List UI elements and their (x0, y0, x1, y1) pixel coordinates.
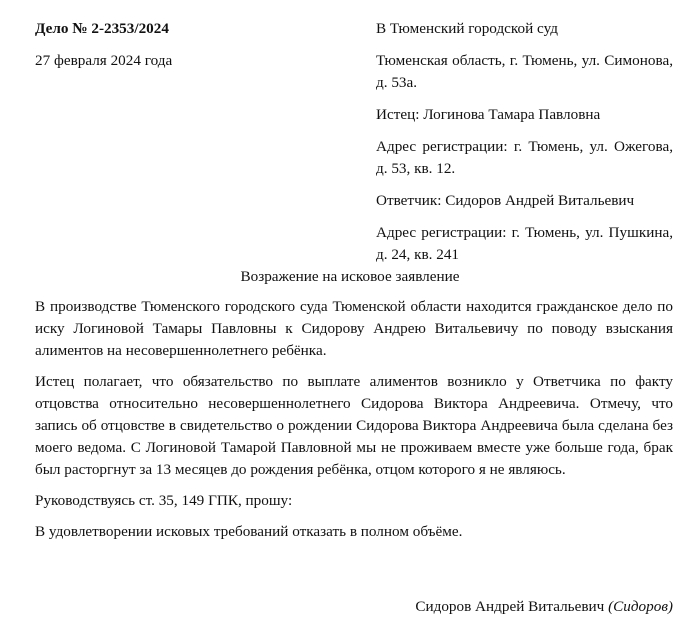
body-paragraph-argument: Истец полагает, что обязательство по выплате алиментов возникло у Ответчика по факту отцовства относительно несовершеннолетнего Сидорова Виктора Андреевича. Отмечу, что запись об отцовстве в свидетельство о рождении Сидорова Виктора Андреевича была сделана без моего ведома. С Логиновой Тамарой Павловной мы не проживаем вместе уже больше года, брак был расторгнут за 13 месяцев до рождения ребёнка, отцом которого я не являюсь. (35, 373, 673, 478)
defendant-name: Ответчик: Сидоров Андрей Витальевич (376, 192, 635, 209)
document-title: Возражение на исковое заявление (240, 268, 460, 285)
signatory-name: Сидоров Андрей Витальевич (415, 598, 605, 615)
signature: (Сидоров) (608, 598, 673, 615)
plaintiff-name: Истец: Логинова Тамара Павловна (376, 106, 601, 123)
addressee-block (376, 18, 673, 276)
case-number: Дело № 2-2353/2024 (35, 20, 169, 37)
defendant-address: Адрес регистрации: г. Тюмень, ул. Пушкина, д. 24, кв. 241 (376, 224, 673, 263)
body-paragraph-request: В удовлетворении исковых требований отказать в полном объёме. (35, 523, 463, 540)
document-date: 27 февраля 2024 года (35, 52, 173, 69)
signature-block (415, 596, 673, 618)
court-address: Тюменская область, г. Тюмень, ул. Симонова, д. 53а. (376, 52, 673, 91)
body-paragraph-legal-basis: Руководствуясь ст. 35, 149 ГПК, прошу: (35, 492, 293, 509)
document-body (35, 296, 673, 552)
court-name: В Тюменский городской суд (376, 20, 558, 37)
plaintiff-address: Адрес регистрации: г. Тюмень, ул. Ожегова, д. 53, кв. 12. (376, 138, 673, 177)
body-paragraph-case: В производстве Тюменского городского суда Тюменской области находится гражданское дело по иску Логиновой Тамары Павловны к Сидорову Андрею Витальевичу по поводу взыскания алиментов на несовершеннолетнего ребёнка. (35, 298, 673, 359)
